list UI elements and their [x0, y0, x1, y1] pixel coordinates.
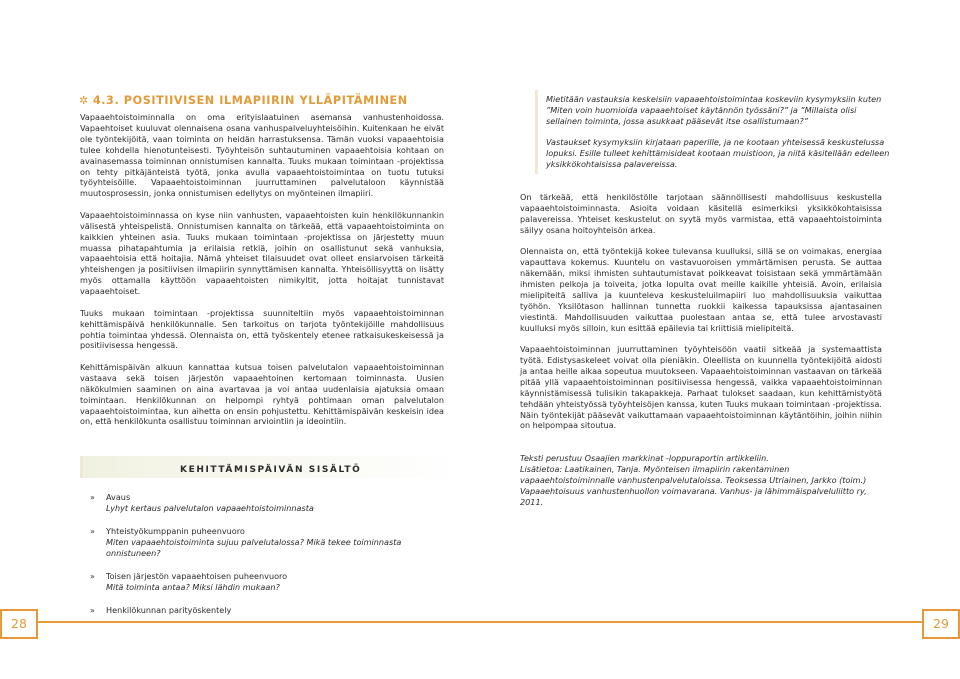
- list-item-description: Mitä toiminta antaa? Miksi lähdin mukaan?: [106, 582, 280, 592]
- list-item: [90, 605, 450, 616]
- bullet: »: [90, 526, 95, 536]
- bullet: »: [90, 571, 95, 581]
- page-number: 29: [922, 609, 960, 639]
- star-icon: ✲: [79, 94, 89, 107]
- page-number: 28: [0, 609, 38, 639]
- paragraph: Kehittämispäivän alkuun kannattaa kutsua toisen palvelutalon vapaaehtoistoiminnan vastaava sekä toisen järjestön vapaaehtoinen kertomaan toiminnasta. Uusien näkökulmien saaminen on aina avartavaa ja voi antaa uudenlaisia ajatuksia omaan toimintaan. Henkilökunnan on helpompi ryhtyä pohtimaan oman palvelutalon vapaaehtoistoimintaa, kun aihetta on ensin pohjustettu. Kehittämispäivän keskeisin idea on, että henkilökunta osallistuu toiminnan arviointiin ja ideointiin.: [80, 361, 444, 427]
- subheading: KEHITTÄMISPÄIVÄN SISÄLTÖ: [180, 465, 362, 475]
- list-item-title: Henkilökunnan parityöskentely: [106, 605, 232, 615]
- list-item: [90, 492, 450, 514]
- list-item: [90, 571, 450, 593]
- list-item-title: Avaus: [106, 492, 131, 502]
- bullet: »: [90, 492, 95, 502]
- paragraph: On tärkeää, että henkilöstölle tarjotaan säännöllisesti mahdollisuus keskustella vapaaehtoistoiminnasta. Asioita voidaan käsitellä esimerkiksi yksikkökohtaisissa palavereissa. Yhteiset keskustelut on syytä myös varmistaa, että vapaaehtoistoiminta säilyy osana hoitoyhteisön arkea.: [520, 192, 882, 235]
- paragraph: Olennaista on, että työntekijä kokee tulevansa kuulluksi, sillä se on voimakas, energiaa vapauttava kokemus. Kuuntelu on vastavuoroisen ymmärtämisen perusta. Se auttaa näkemään, miksi ihmisten suhtautumistavat poikkeavat toisistaan sekä ymmärtämään ihmisten pelkoja ja toiveita, jotka lopulta ovat meille kaikille yhteisiä. Avoin, erilaisia mielipiteitä salliva ja kuunteleva keskusteluilmapiiri luo mahdollisuuksia vaikuttaa työhön. Yksilötason hallinnan tunnetta ruokkii kaikessa tapauksissa ajantasainen viestintä. Mahdollisuuden vaikuttaa puolestaan antaa se, että tulee arvostavasti kuulluksi myös silloin, kun esittää epäilevia tai kriittisiä mielipiteitä.: [520, 246, 882, 333]
- page-footer-line: [480, 621, 924, 623]
- paragraph: Vapaaehtoistoiminnan juurruttaminen työyhteisöön vaatii sitkeää ja systemaattista työtä. Edistysaskeleet voivat olla pieniäkin. Oleellista on kuunnella työntekijöitä aidosti ja antaa heille aikaa sopeutua muutokseen. Vapaaehtoistoiminnan vastaavan on tärkeää pitää yllä vapaaehtoistoiminnan positiivisessa hengessä, vaikka vapaaehtoistoiminnan käynnistämisessä tulisikin takapakkeja. Parhaat tulokset saadaan, kun kehittämistyötä tehdään yhteistyössä työyhteisöjen kanssa, kuten Tuuks mukaan toimintaan -projektissa. Näin työntekijät pääsevät vaikuttamaan vapaaehtoistoiminnan käytäntöihin, joihin niihin on helpompaa sitoutua.: [520, 344, 882, 431]
- section-heading: [79, 94, 459, 107]
- right-body-text: [520, 192, 882, 442]
- list-item-title: Toisen järjestön vapaaehtoisen puheenvuoro: [106, 571, 288, 581]
- source-note: [520, 453, 884, 508]
- list-item-description: Miten vapaaehtoistoiminta sujuu palvelutalossa? Mikä tekee toiminnasta onnistuneen?: [106, 537, 402, 558]
- bullet: »: [90, 605, 95, 615]
- quote-paragraph: Vastaukset kysymyksiin kirjataan paperille, ja ne kootaan yhteisessä keskustelussa lopuksi. Esille tulleet kehittämisideat kootaan muistioon, ja niitä käsitellään edelleen yksikkökohtaisissa palavereissa.: [546, 137, 890, 169]
- left-body-text: [80, 112, 444, 438]
- paragraph: Vapaaehtoistoiminnalla on oma erityislaatuinen asemansa vanhustenhoidossa. Vapaehtoiset kuuluvat olennaisena osana vanhuspalveluyhteisöihin. Kuitenkaan he eivät ole työntekijöitä, vaan toiminta on heidän harrastuksensa. Tämän vuoksi vapaaehtoisia tulee kohdella hienotunteisesti. Työyhteisön suhtautuminen vapaaehtoisia kohtaan on avainasemassa toiminnan onnistumisen kannalta. Tuuks mukaan toimintaan -projektissa on tehty pitkäjänteistä työtä, jonka avulla vapaaehtoistoimintaa on tuotu tutuksi työyhteisöille. Vapaaehtoistoiminnan juurruttaminen palvelutaloon käynnistää muutosprosessin, jonka onnistumisen edellytys on myönteinen ilmapiiri.: [80, 112, 444, 199]
- source-line: Lisätietoa: Laatikainen, Tanja. Myönteisen ilmapiirin rakentaminen vapaaehtoistoiminnalle vanhustenpalvelutaloissa. Teoksessa Utriainen, Jarkko (toim.) Vapaaehtoisuus vanhustenhuollon voimavarana. Vanhus- ja lähimmäispalveluliitto ry, 2011.: [520, 464, 867, 507]
- quote-bar: [535, 90, 538, 174]
- page-footer-line: [36, 621, 480, 623]
- section-heading-text: 4.3. POSITIIVISEN ILMAPIIRIN YLLÄPITÄMINEN: [92, 94, 408, 107]
- quote-block: [546, 94, 894, 180]
- paragraph: Vapaaehtoistoiminnassa on kyse niin vanhusten, vapaaehtoisten kuin henkilökunnankin välisestä yhteispelistä. Onnistumisen kannalta on tärkeää, että vapaaehtoistoiminta on kaikkien yhteinen asia. Tuuks mukaan toimintaan -projektissa on järjestetty muun muassa pihatapahtumia ja erilaisia retkiä, joihin on osallistunut sekä vanhuksia, vapaaehtoisia että hoitajia. Nämä yhteiset tilaisuudet ovat olleet ensiarvoisen tärkeitä yhteishengen ja positiivisen ilmapiirin synnyttämisen kannalta. Yhteisöllisyyttä on lisätty myös ottamalla käyttöön vapaaehtoisten nimikyltit, jotta hoitajat tunnistavat vapaaehtoiset.: [80, 209, 444, 297]
- paragraph: Tuuks mukaan toimintaan -projektissa suunniteltiin myös vapaaehtoistoiminnan kehittämispäivä henkilökunnalle. Sen tarkoitus on tarjota työntekijöille mahdollisuus pohtia toimintaa yhdessä. Olennaista on, että työskentely etenee ratkaisukeskeisessä ja positiivisessa hengessä.: [80, 307, 444, 351]
- source-line: Teksti perustuu Osaajien markkinat -loppuraportin artikkeliin.: [520, 453, 769, 463]
- list-item-description: Lyhyt kertaus palvelutalon vapaaehtoistoiminnasta: [106, 503, 314, 513]
- list-item: [90, 526, 450, 559]
- quote-paragraph: Mietitään vastauksia keskeisiin vapaaehtoistoimintaa koskeviin kysymyksiin kuten ”Miten voin huomioida vapaaehtoiset käytännön työssäni?” ja ”Millaista olisi sellainen toiminta, jossa asukkaat pääsevät itse osallistumaan?”: [546, 94, 882, 126]
- list-item-title: Yhteistyökumppanin puheenvuoro: [106, 526, 245, 536]
- agenda-list: [90, 492, 450, 628]
